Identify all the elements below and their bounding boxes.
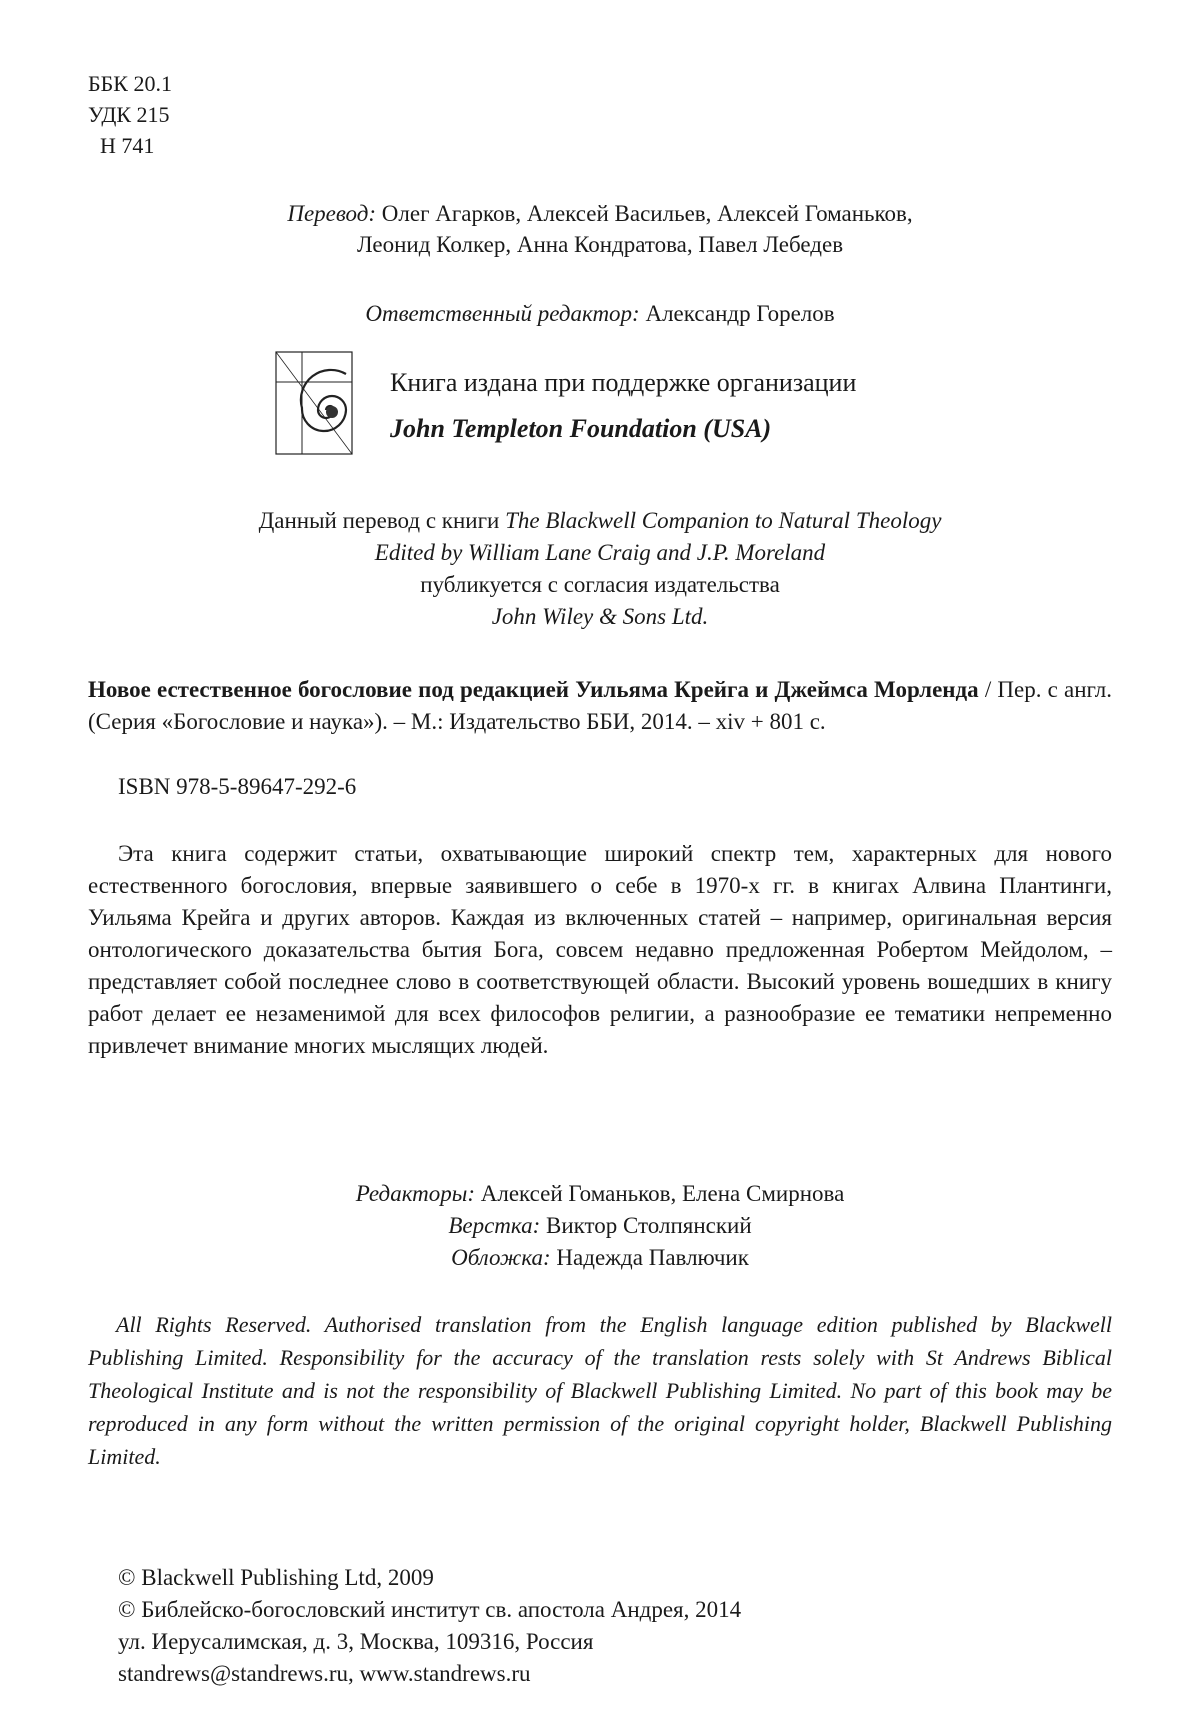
source-editors: Edited by William Lane Craig and J.P. Moreland [374,540,826,565]
credit-cover-label: Обложка: [451,1245,551,1270]
source-publisher: John Wiley & Sons Ltd. [491,604,709,629]
credit-layout-label: Верстка: [448,1213,541,1238]
translators-names-1: Олег Агарков, Алексей Васильев, Алексей Гоманьков, [381,201,913,226]
library-codes [88,68,172,161]
translators-names-2: Леонид Колкер, Анна Кондратова, Павел Лебедев [356,232,844,257]
credits [0,1178,1200,1274]
institute-contacts: standrews@standrews.ru, www.standrews.ru [118,1661,531,1686]
bibliographic-details: / Пер. с англ. (Серия «Богословие и наука»). – М.: Издательство ББИ, 2014. – xiv + 801 с. [88,677,1112,734]
source-prefix: Данный перевод с книги [258,508,500,533]
book-title: Новое естественное богословие под редакцией Уильяма Крейга и Джеймса Морленда [88,677,979,702]
credit-layout [0,1210,1200,1242]
templeton-nautilus-logo [272,348,358,458]
institute-address: ул. Иерусалимская, д. 3, Москва, 109316, Россия [118,1629,594,1654]
credit-cover-value: Надежда Павлючик [556,1245,749,1270]
annotation: Эта книга содержит статьи, охватывающие широкий спектр тем, характерных для нового естественного богословия, впервые заявившего о себе в 1970-х гг. в книгах Алвина Плантинги, Уильяма Крейга и других авторов. Каждая из включенных статей – например, оригинальная версия онтологического доказательства бытия Бога, совсем недавно предложенная Робертом Мейдолом, – представляет собой последнее слово в соответствующей области. Высокий уровень вошедших в книгу работ делает ее незаменимой для всех философов религии, а разнообразие ее тематики непременно привлечет внимание многих мыслящих людей. [88,841,1112,1058]
logo-graphic [272,348,358,458]
bibliographic-record [88,674,1112,738]
source-book-title: The Blackwell Companion to Natural Theology [505,508,942,533]
udk-code: УДК 215 [88,102,170,127]
bbk-code: ББК 20.1 [88,71,172,96]
sponsor-line: Книга издана при поддержке организации [390,368,857,397]
copyright-blackwell: © Blackwell Publishing Ltd, 2009 [118,1565,434,1590]
translators [0,198,1200,260]
responsible-editor [0,298,1200,329]
translators-label: Перевод: [287,201,377,226]
copyright-block [118,1562,741,1690]
author-mark: Н 741 [100,133,155,158]
source-line1 [0,505,1200,537]
sponsor-organization: John Templeton Foundation (USA) [390,414,772,443]
translators-line1 [0,198,1200,229]
responsible-editor-label: Ответственный редактор: [365,301,640,326]
source-info [0,505,1200,633]
credit-editors [0,1178,1200,1210]
responsible-editor-name: Александр Горелов [645,301,835,326]
credit-cover [0,1242,1200,1274]
sponsor-note [390,360,856,452]
credit-layout-value: Виктор Столпянский [545,1213,752,1238]
credit-editors-value: Алексей Гоманьков, Елена Смирнова [480,1181,845,1206]
rights-notice: All Rights Reserved. Authorised translation from the English language edition published by Blackwell Publishing Limited. Responsibility for the accuracy of the translation rests solely with St Andrews Biblical Theological Institute and is not the responsibility of Blackwell Publishing Limited. No part of this book may be reproduced in any form without the written permission of the original copyright holder, Blackwell Publishing Limited. [88,1312,1112,1469]
isbn: ISBN 978-5-89647-292-6 [118,774,357,799]
copyright-institute: © Библейско-богословский институт св. апостола Андрея, 2014 [118,1597,742,1622]
source-consent: публикуется с согласия издательства [420,572,780,597]
credit-editors-label: Редакторы: [355,1181,475,1206]
